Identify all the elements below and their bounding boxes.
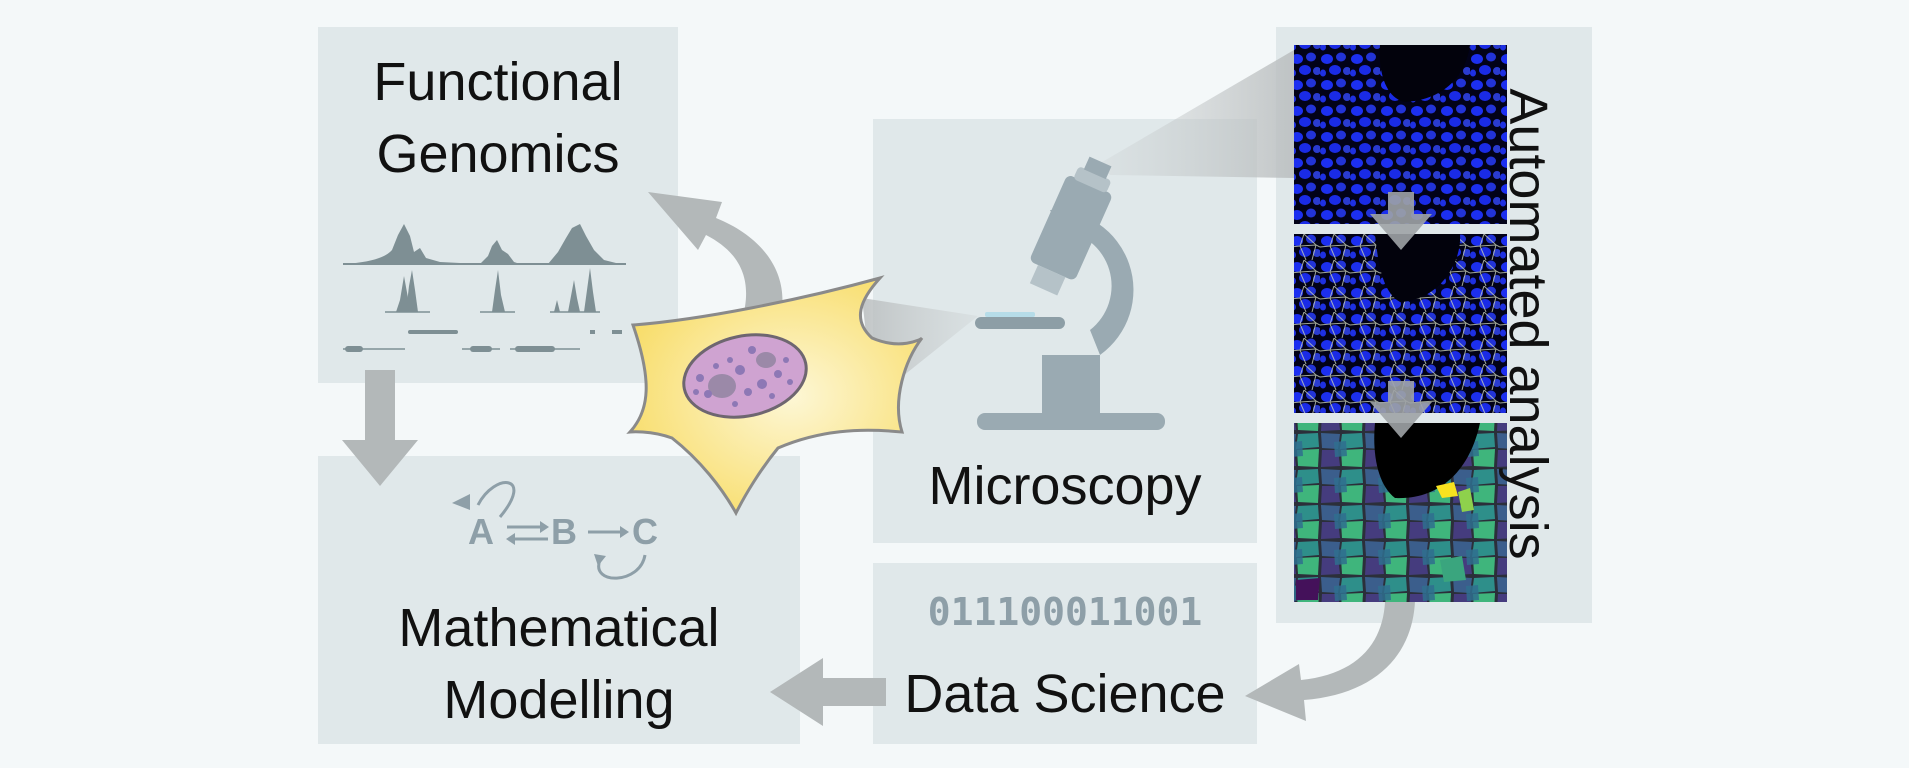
functional-genomics-title-line2: Genomics	[376, 124, 620, 184]
labelled-cells-image	[1294, 423, 1507, 602]
mathematical-modelling-title-line2: Modelling	[443, 670, 675, 730]
microscope-to-images-beam	[1097, 50, 1294, 178]
species-a: A	[468, 511, 494, 552]
binary-code-text: 011100011001	[927, 590, 1203, 634]
microscopy-title: Microscopy	[928, 456, 1202, 516]
data-science-title: Data Science	[904, 664, 1226, 724]
automated-analysis-title: Automated analysis	[1498, 88, 1558, 560]
mathematical-modelling-title-line1: Mathematical	[398, 598, 720, 658]
species-c: C	[632, 511, 658, 552]
species-b: B	[551, 511, 577, 552]
functional-genomics-title-line1: Functional	[373, 52, 623, 112]
